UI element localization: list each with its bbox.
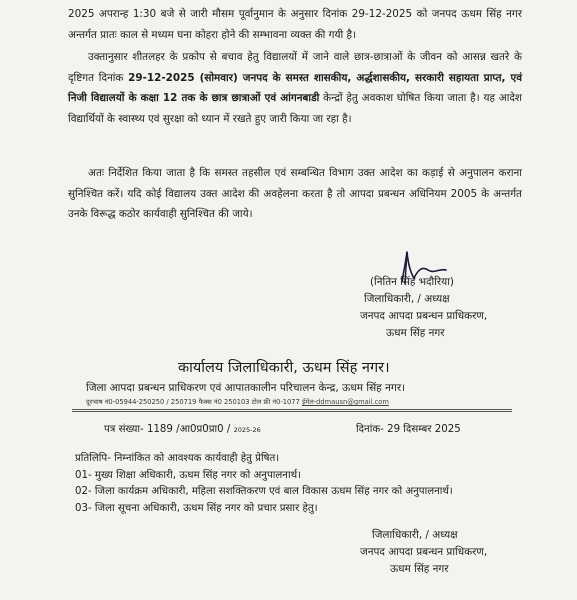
copy-to-list bbox=[75, 451, 453, 517]
signatory-place: ऊधम सिंह नगर bbox=[386, 327, 445, 339]
reference-number bbox=[104, 421, 261, 435]
signature-block bbox=[360, 274, 487, 342]
signatory-authority: जनपद आपदा प्रबन्धन प्राधिकरण, bbox=[360, 546, 488, 558]
reference-label: पत्र संख्या- bbox=[104, 424, 144, 435]
reference-date bbox=[356, 421, 461, 435]
divider bbox=[72, 411, 512, 412]
signatory-name: (नितिन सिंह भदौरिया) bbox=[370, 276, 454, 288]
signatory-place: ऊधम सिंह नगर bbox=[390, 563, 449, 575]
order-text-part2: केन्द्रों हेतु अवकाश घोषित किया जाता है। यह आदेश विद्यार्थियों के स्वास्थ्य एवं सुरक्षा को ध्यान में रखते हुए जारी किया जा रहा है। bbox=[68, 92, 522, 125]
contact-phone: दूरभाष नं0-05944-250250 / 250719 फैक्स नं0 250103 टोल फ्री नं0-1077 bbox=[86, 398, 300, 406]
copy-to-heading: प्रतिलिपि- निम्नांकित को आवश्यक कार्यवाही हेतु प्रेषित। bbox=[75, 453, 280, 464]
order-text-part1: उक्तानुसार शीतलहर के प्रकोप से बचाव हेतु विद्यालयों में जाने वाले छात्र-छात्राओं के जीवन को आसन्न खतरे के दृष्टिगत दिनांक bbox=[68, 51, 522, 84]
copy-to-item: 03- जिला सूचना अधिकारी, ऊधम सिंह नगर को प्रचार प्रसार हेतु। bbox=[75, 502, 318, 514]
order-text-bold: 29-12-2025 (सोमवार) जनपद के समस्त शासकीय, अर्द्धशासकीय, सरकारी सहायता प्राप्त, एवं निजी विद्यालयों के कक्षा 12 तक के छात्र छात्राओं एवं आंगनबाडी bbox=[68, 71, 522, 104]
signatory-authority: जनपद आपदा प्रबन्धन प्राधिकरण, bbox=[360, 310, 488, 322]
signatory-designation: जिलाधिकारी, / अध्यक्ष bbox=[364, 293, 450, 305]
office-subtitle: जिला आपदा प्रबन्धन प्राधिकरण एवं आपातकालीन परिचालन केन्द्र, ऊधम सिंह नगर। bbox=[86, 382, 406, 394]
paragraph-forecast: 2025 अपरान्ह 1:30 बजे से जारी मौसम पूर्वानुमान के अनुसार दिनांक 29-12-2025 को जनपद ऊधम सिंह नगर अन्तर्गत प्रातः काल से मध्यम घना कोहरा होने की सम्भावना व्यक्त की गयी है। bbox=[68, 8, 522, 41]
signatory-designation: जिलाधिकारी, / अध्यक्ष bbox=[372, 529, 458, 541]
office-contact bbox=[86, 397, 389, 406]
contact-email[interactable]: ईमेल-ddmausn@gmail.com bbox=[301, 398, 389, 406]
reference-year: 2025-26 bbox=[233, 426, 261, 434]
office-title: कार्यालय जिलाधिकारी, ऊधम सिंह नगर। bbox=[178, 360, 390, 376]
copy-to-item: 02- जिला कार्यक्रम अधिकारी, महिला सशक्तिकरण एवं बाल विकास ऊधम सिंह नगर को अनुपालनार्थ। bbox=[75, 486, 453, 497]
date-value: 29 दिसम्बर 2025 bbox=[387, 424, 461, 435]
date-label: दिनांक- bbox=[356, 424, 384, 435]
copy-to-item: 01- मुख्य शिक्षा अधिकारी, ऊधम सिंह नगर को अनुपालनार्थ। bbox=[75, 469, 301, 481]
divider bbox=[72, 409, 512, 410]
reference-value: 1189 /आ0प्र0प्रा0 / bbox=[146, 424, 231, 435]
paragraph-compliance: अतः निर्देशित किया जाता है कि समस्त तहसील एवं सम्बन्धित विभाग उक्त आदेश का कड़ाई से अनुपालन कराना सुनिश्चित करें। यदि कोई विद्यालय उक्त आदेश की अवहेलना करता है तो आपदा प्रबन्धन अधिनियम 2005 के अन्तर्गत उनके विरूद्ध कठोर कार्यवाही सुनिश्चित की जाये। bbox=[68, 167, 522, 220]
signature-block-2 bbox=[360, 527, 487, 578]
paragraph-holiday-order bbox=[68, 47, 522, 129]
